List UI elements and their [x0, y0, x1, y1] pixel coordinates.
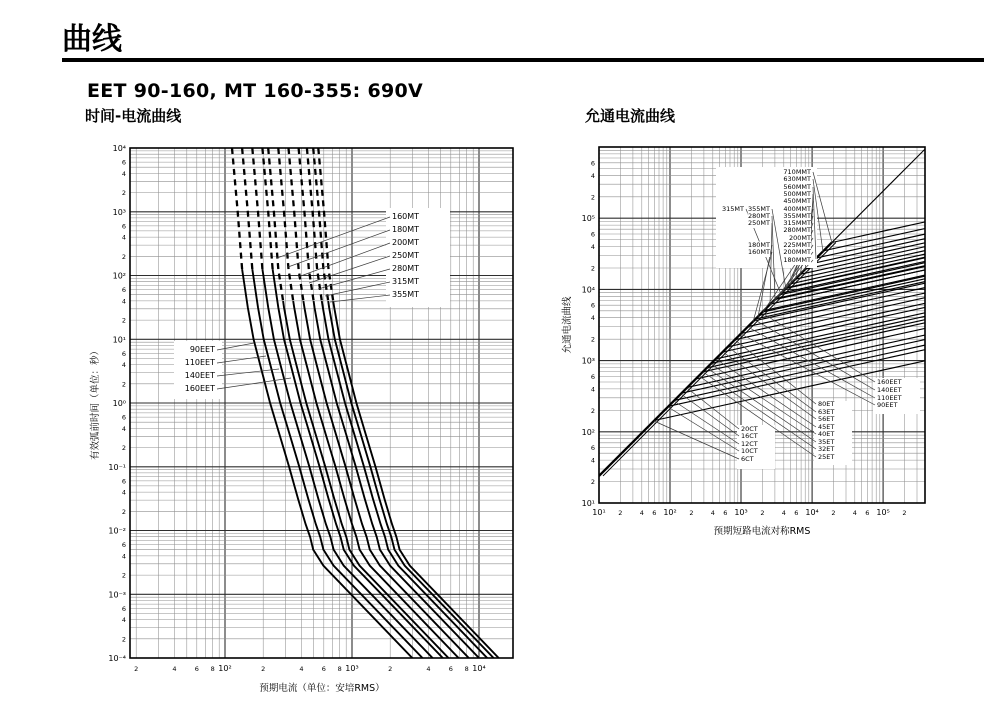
curve-label: 45ET [818, 423, 835, 431]
curve-label: 355MMT [783, 212, 811, 220]
x-tick-label: 10⁴ [472, 664, 486, 673]
curve-280MT [322, 301, 487, 658]
y-tick-minor: 6 [590, 372, 595, 381]
x-tick-label: 10⁴ [805, 508, 819, 517]
curve-label: 20CT [741, 425, 758, 433]
y-tick-minor: 6 [121, 541, 126, 550]
curve-160EET-prearc-dashed [262, 148, 272, 269]
curve-label: 400MMT [783, 205, 811, 213]
curve-355MT [333, 301, 499, 658]
curve-label: 355MT [748, 205, 770, 213]
y-tick-label: 10⁻² [108, 526, 126, 536]
x-tick-minor: 6 [652, 509, 657, 517]
x-tick-minor: 2 [388, 665, 393, 673]
y-tick-minor: 6 [121, 222, 126, 231]
y-axis-title: 有效弧前时间（单位：秒） [90, 345, 101, 461]
y-tick-minor: 4 [590, 243, 595, 252]
curve-label: 110EET [184, 358, 215, 367]
curve-label: 280MT [392, 264, 420, 273]
y-tick-minor: 2 [590, 406, 595, 415]
let-through-chart [560, 135, 996, 555]
y-tick-label: 10³ [581, 356, 595, 366]
y-tick-minor: 4 [121, 361, 126, 370]
x-tick-minor: 4 [299, 665, 304, 673]
curve-label: 225MMT [783, 241, 811, 249]
leader-line [217, 378, 291, 389]
x-tick-minor: 4 [426, 665, 431, 673]
curve-315MT [328, 301, 493, 658]
y-tick-minor: 4 [121, 616, 126, 625]
y-tick-minor: 4 [121, 233, 126, 242]
curve-label: 200MT [789, 234, 811, 242]
y-tick-minor: 2 [121, 189, 126, 198]
y-tick-label: 10⁻³ [108, 590, 126, 600]
curve-160MT [283, 301, 448, 658]
y-tick-minor: 6 [121, 477, 126, 486]
y-tick-label: 10⁵ [581, 214, 595, 224]
x-tick-label: 10³ [345, 664, 359, 673]
x-tick-minor: 2 [261, 665, 266, 673]
y-axis-title: 允通电流曲线 [562, 296, 573, 354]
section-subtitle: EET 90-160, MT 160-355: 690V [87, 80, 424, 102]
y-tick-minor: 6 [121, 413, 126, 422]
y-tick-minor: 2 [590, 335, 595, 344]
y-tick-minor: 6 [121, 286, 126, 295]
curve-label: 450MMT [783, 197, 811, 205]
y-tick-label: 10³ [112, 207, 126, 217]
y-tick-minor: 2 [121, 635, 126, 644]
x-tick-minor: 8 [210, 665, 215, 673]
curve-label: 280MT [748, 212, 770, 220]
x-axis-title: 预期短路电流对称RMS [713, 526, 811, 537]
time-current-grid [130, 148, 513, 658]
y-tick-minor: 4 [590, 314, 595, 323]
x-tick-minor: 6 [448, 665, 453, 673]
y-tick-minor: 4 [590, 456, 595, 465]
curve-label: 500MMT [783, 190, 811, 198]
curve-label: 250MT [748, 219, 770, 227]
curve-label: 180MT [748, 241, 770, 249]
y-tick-minor: 6 [590, 230, 595, 239]
curve-label: 250MT [392, 251, 420, 260]
curve-label: 140EET [184, 371, 215, 380]
curve-label: 140EET [877, 386, 902, 394]
curve-label: 315MT [722, 205, 744, 213]
curve-label: 35ET [818, 438, 835, 446]
right-chart-heading: 允通电流曲线 [585, 107, 676, 125]
y-tick-label: 10¹ [581, 499, 595, 508]
x-tick-label: 10⁵ [876, 508, 890, 517]
y-tick-label: 10⁻⁴ [108, 654, 126, 663]
x-tick-label: 10² [218, 664, 232, 673]
curve-label: 180MT [392, 225, 420, 234]
y-tick-minor: 2 [590, 478, 595, 487]
y-tick-label: 10¹ [112, 335, 126, 345]
curve-label: 90EET [189, 345, 215, 354]
x-tick-minor: 6 [723, 509, 728, 517]
curve-label: 12CT [741, 440, 758, 448]
x-tick-minor: 6 [321, 665, 326, 673]
y-tick-minor: 2 [121, 316, 126, 325]
time-current-chart [60, 135, 530, 715]
left-chart-heading: 时间-电流曲线 [85, 107, 182, 125]
curve-140EET-prearc-dashed [252, 148, 262, 269]
x-tick-minor: 4 [852, 509, 857, 517]
curve-160EET [762, 276, 925, 312]
curve-label: 355MT [392, 290, 420, 299]
y-tick-minor: 4 [121, 169, 126, 178]
y-tick-minor: 6 [590, 159, 595, 168]
curve-label: 160EET [877, 378, 902, 386]
y-tick-minor: 4 [121, 297, 126, 306]
y-tick-minor: 2 [121, 571, 126, 580]
curve-label: 56ET [818, 415, 835, 423]
y-tick-minor: 2 [590, 193, 595, 202]
curve-label: 10CT [741, 447, 758, 455]
x-tick-label: 10² [663, 508, 677, 517]
y-tick-minor: 6 [121, 349, 126, 358]
y-tick-minor: 2 [121, 444, 126, 453]
curve-110EET-prearc-dashed [242, 148, 252, 269]
y-tick-label: 10² [112, 271, 126, 281]
x-tick-label: 10³ [734, 508, 748, 517]
curve-90EET-prearc-dashed [232, 148, 242, 269]
y-tick-minor: 2 [590, 264, 595, 273]
title-divider [62, 58, 984, 62]
y-tick-label: 10² [581, 427, 595, 437]
leader-line [681, 394, 739, 436]
leader-line [668, 407, 739, 451]
x-tick-minor: 6 [194, 665, 199, 673]
x-tick-minor: 2 [902, 509, 907, 517]
x-tick-label: 10¹ [592, 508, 606, 517]
curve-label: 6CT [741, 455, 754, 463]
y-tick-label: 10⁰ [112, 399, 126, 408]
x-tick-minor: 4 [172, 665, 177, 673]
time-current-labels [174, 208, 450, 399]
curve-label: 63ET [818, 408, 835, 416]
x-tick-minor: 6 [794, 509, 799, 517]
y-tick-minor: 4 [590, 171, 595, 180]
y-tick-minor: 4 [121, 424, 126, 433]
x-tick-minor: 2 [689, 509, 694, 517]
diagonal-bundle [599, 242, 835, 475]
y-tick-minor: 6 [590, 301, 595, 310]
curve-label: 315MMT [783, 219, 811, 227]
curve-label: 160EET [184, 384, 215, 393]
leader-line [674, 401, 739, 444]
y-tick-minor: 4 [121, 488, 126, 497]
x-tick-minor: 2 [831, 509, 836, 517]
page-title: 曲线 [62, 22, 122, 57]
curve-label: 32ET [818, 445, 835, 453]
x-tick-minor: 8 [464, 665, 469, 673]
curve-label: 80ET [818, 400, 835, 408]
curve-label: 630MMT [783, 175, 811, 183]
x-tick-minor: 4 [781, 509, 786, 517]
x-tick-minor: 2 [618, 509, 623, 517]
curve-label: 315MT [392, 277, 420, 286]
x-tick-minor: 2 [760, 509, 765, 517]
leader-line [298, 243, 390, 277]
y-tick-minor: 6 [121, 604, 126, 613]
y-tick-minor: 6 [121, 158, 126, 167]
curve-label: 200MT [392, 238, 420, 247]
curve-label: 560MMT [783, 183, 811, 191]
curve-label: 110EET [877, 394, 902, 402]
x-axis-title: 预期电流（单位：安培RMS） [259, 683, 385, 694]
y-tick-minor: 4 [590, 385, 595, 394]
curve-label: 25ET [818, 453, 835, 461]
x-tick-minor: 2 [134, 665, 139, 673]
curve-label: 200MMT [783, 248, 811, 256]
curve-label: 710MMT [783, 168, 811, 176]
y-tick-minor: 2 [121, 252, 126, 261]
curve-label: 160MT [748, 248, 770, 256]
curve-label: 40ET [818, 430, 835, 438]
y-tick-minor: 6 [590, 444, 595, 453]
y-tick-minor: 2 [121, 380, 126, 389]
curve-label: 90EET [877, 401, 898, 409]
curve-label: 280MMT [783, 226, 811, 234]
x-tick-minor: 8 [337, 665, 342, 673]
x-tick-minor: 4 [710, 509, 715, 517]
curve-label: 16CT [741, 432, 758, 440]
x-tick-minor: 4 [639, 509, 644, 517]
leader-line [309, 256, 390, 283]
y-tick-label: 10⁻¹ [108, 462, 126, 472]
y-tick-minor: 4 [121, 552, 126, 561]
x-tick-minor: 6 [865, 509, 870, 517]
curve-label: 180MMT [783, 256, 811, 264]
curve-180MT [293, 301, 458, 658]
y-tick-label: 10⁴ [112, 144, 126, 153]
leader-line [711, 364, 816, 434]
y-tick-minor: 2 [121, 507, 126, 516]
y-tick-label: 10⁴ [581, 285, 595, 295]
curve-label: 160MT [392, 212, 420, 221]
